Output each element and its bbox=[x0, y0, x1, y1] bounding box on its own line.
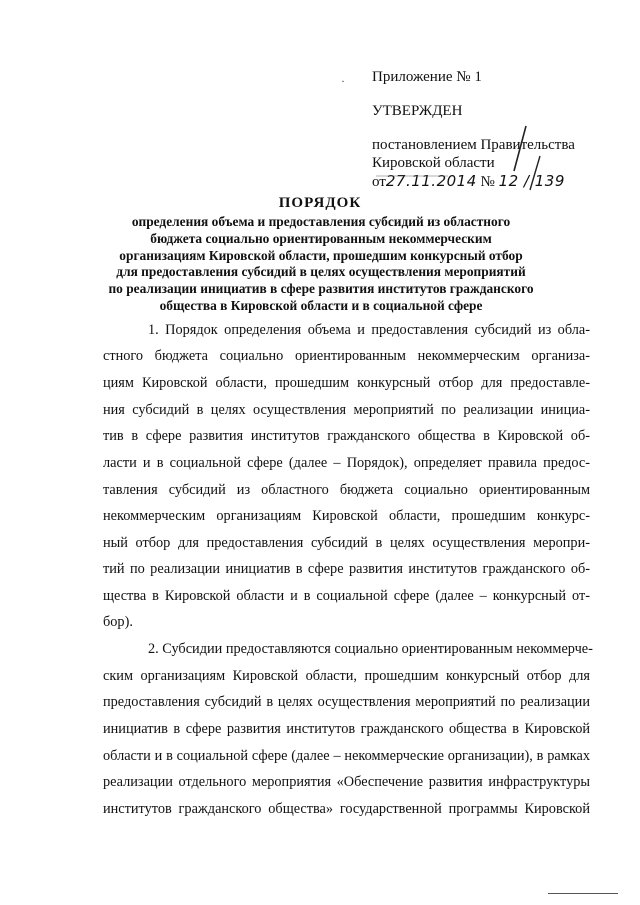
subtitle-line: определения объема и предоставления субсидий из областного bbox=[131, 214, 511, 229]
paragraph-line: области и в социальной сфере (далее – некоммерческие организации), в рамках bbox=[103, 748, 590, 764]
paragraph-line: инициатив в сфере развития институтов гражданского общества в Кировской bbox=[103, 721, 590, 737]
paragraph-line: ласти и в социальной сфере (далее – Порядок), определяет правила предос- bbox=[103, 455, 590, 471]
handwritten-date: 27.11.2014 bbox=[385, 172, 477, 190]
paragraph-line: предоставления субсидий в целях осуществления мероприятий по реализации bbox=[103, 694, 590, 710]
margin-dot: · bbox=[341, 74, 345, 88]
paragraph-line: 2. Субсидии предоставляются социально ориентированным некоммерче- bbox=[148, 641, 593, 657]
document-subtitle bbox=[100, 214, 542, 315]
paragraph-line: циям Кировской области, прошедшим конкурсный отбор для предоставле- bbox=[103, 375, 590, 391]
footer-rule bbox=[548, 893, 618, 894]
document-title: ПОРЯДОК bbox=[278, 195, 362, 211]
approved-by-line-1: постановлением Правительства bbox=[372, 137, 575, 153]
subtitle-line: бюджета социально ориентированным некоммерческим bbox=[150, 230, 492, 246]
paragraph-line: ния субсидий в целях осуществления мероприятий по реализации инициа- bbox=[103, 402, 590, 418]
paragraph-line: ским организациям Кировской области, прошедшим конкурсный отбор для bbox=[103, 668, 590, 684]
subtitle-line: для предоставления субсидий в целях осуществления мероприятий bbox=[116, 264, 526, 280]
paragraph-line: бор). bbox=[103, 614, 133, 630]
paragraph-line: щества в Кировской области и в социальной сфере (далее – конкурсный от- bbox=[103, 588, 590, 604]
date-prefix: от bbox=[372, 174, 386, 190]
subtitle-line: общества в Кировской области и в социальной сфере bbox=[159, 297, 483, 313]
paragraph-line: 1. Порядок определения объема и предоставления субсидий из обла- bbox=[148, 322, 590, 338]
paragraph-line: институтов гражданского общества» государственной программы Кировской bbox=[103, 801, 590, 817]
handwritten-number: 12 / 139 bbox=[498, 172, 565, 190]
paragraph-line: некоммерческим организациям Кировской области, прошедшим конкурс- bbox=[103, 508, 590, 524]
subtitle-line: по реализации инициатив в сфере развития институтов гражданского bbox=[108, 281, 534, 297]
approved-by-line-2: Кировской области bbox=[372, 155, 495, 171]
paragraph-line: реализации отдельного мероприятия «Обеспечение развития инфраструктуры bbox=[103, 774, 590, 790]
paragraph-line: тий по реализации инициатив в сфере развития институтов гражданского об- bbox=[103, 561, 590, 577]
number-sign: № bbox=[480, 174, 495, 190]
paragraph-line: стного бюджета социально ориентированным некоммерческим организа- bbox=[103, 348, 590, 364]
paragraph-line: тив в сфере развития институтов гражданского общества в Кировской об- bbox=[103, 428, 590, 444]
approved-label: УТВЕРЖДЕН bbox=[372, 103, 463, 119]
paragraph-line: тавления субсидий из областного бюджета социально ориентированным bbox=[103, 482, 590, 498]
subtitle-line: организациям Кировской области, прошедшим конкурсный отбор bbox=[119, 247, 523, 263]
paragraph-line: ный отбор для предоставления субсидий в целях осуществления меропри- bbox=[103, 535, 590, 551]
annex-label: Приложение № 1 bbox=[372, 69, 482, 85]
